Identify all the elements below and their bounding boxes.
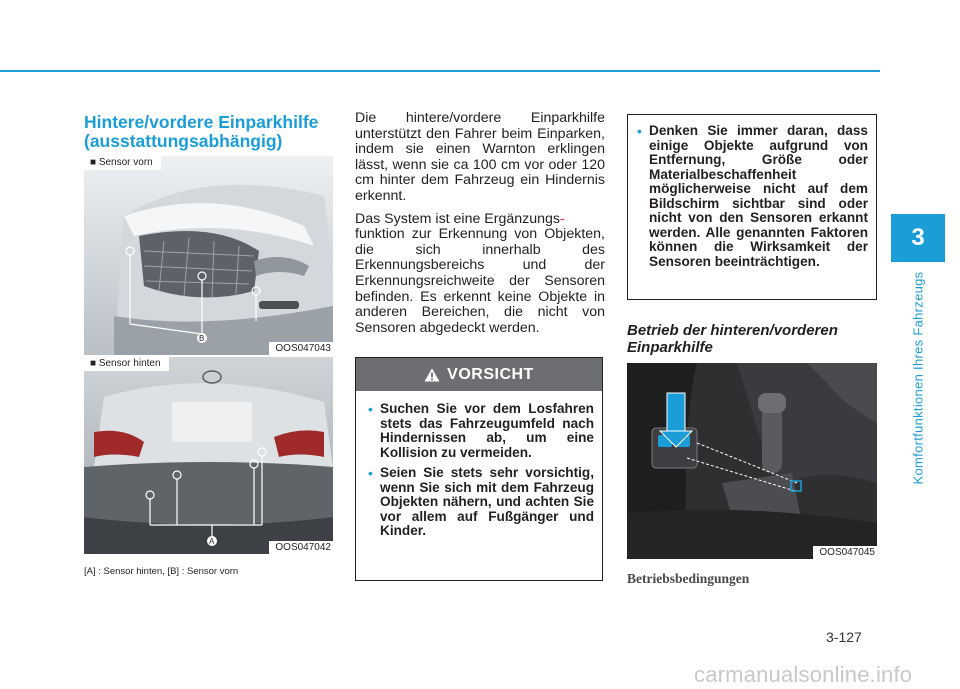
caution-list	[356, 391, 602, 539]
caution-item	[368, 466, 594, 539]
figure-rear-sensor	[84, 357, 333, 554]
figure-front-code: OOS047043	[269, 342, 333, 355]
car-rear-illustration	[84, 357, 333, 554]
page-number: 3-127	[826, 629, 862, 645]
operation-heading	[627, 322, 879, 356]
marker-b: B	[199, 334, 205, 343]
caution-title: VORSICHT	[447, 365, 534, 383]
warning-icon	[424, 368, 440, 382]
operation-heading-line1: Betrieb der hinteren/vorderen	[627, 322, 838, 339]
caution-header	[356, 358, 602, 391]
paragraph-2-part-b: funktion zur Erkennung von Objekten, die sich innerhalb des Erkennungsbereichs und der Erkennungsreichweite der Sensoren befinden. Es erkennt keine Objekte in anderen Bereichen, die nicht von Sensoren abgedeckt werden.	[355, 226, 605, 336]
section-title	[84, 113, 334, 151]
car-front-illustration	[84, 156, 333, 355]
paragraph-2-part-a: Das System ist eine Ergänzungs	[355, 210, 561, 227]
caution-item-text: Seien Sie stets sehr vorsichtig, wenn Sie sich mit dem Fahrzeug Objekten nähern, und achten Sie vor allem auf Fußgänger und Kinder.	[380, 465, 594, 538]
caution-item-text: Suchen Sie vor dem Losfahren stets das Fahrzeugumfeld nach Hindernissen ab, um eine Kollision zu vermeiden.	[380, 401, 594, 460]
note-item-text: Denken Sie immer daran, dass einige Objekte aufgrund von Entfernung, Größe oder Materialbeschaffenheit möglicherweise nicht auf dem Bildschirm sichtbar sind oder nicht von den Sensoren erkannt werden. Alle genannten Faktoren können die Wirksamkeit der Sensoren beeinträchtigen.	[649, 123, 868, 269]
header-rule	[0, 70, 880, 72]
figure-console	[627, 363, 877, 559]
section-title-line1: Hintere/vordere Einparkhilfe	[84, 112, 319, 132]
note-list	[628, 115, 876, 269]
console-illustration	[627, 363, 877, 559]
caution-box	[355, 357, 603, 581]
body-text	[355, 111, 605, 343]
marker-a: A	[209, 537, 215, 546]
chapter-title: Komfortfunktionen Ihres Fahrzeugs	[910, 271, 926, 485]
figure-front-label: ■ Sensor vorn	[84, 156, 161, 170]
bullet-icon: •	[368, 401, 373, 417]
paragraph-2-hyphen: -	[560, 210, 565, 227]
paragraph-2	[355, 212, 605, 337]
watermark: carmanualsonline.info	[694, 662, 913, 687]
figure-console-code: OOS047045	[813, 546, 877, 559]
figure-caption: [A] : Sensor hinten, [B] : Sensor vorn	[84, 566, 239, 577]
figure-rear-label: ■ Sensor hinten	[84, 357, 169, 371]
note-item	[637, 124, 868, 269]
paragraph-1: Die hintere/vordere Einparkhilfe unterstützt den Fahrer beim Einparken, indem sie einen Warnton erklingen lässt, wenn sie ca 100 cm vor oder 120 cm hinter dem Fahrzeug ein Hindernis erkennt.	[355, 110, 605, 204]
operating-conditions-caption: Betriebsbedingungen	[627, 571, 750, 586]
chapter-number-tab: 3	[891, 214, 945, 262]
note-box	[627, 114, 877, 300]
figure-rear-code: OOS047042	[269, 541, 333, 554]
section-title-line2: (ausstattungsabhängig)	[84, 131, 283, 151]
operation-heading-line2: Einparkhilfe	[627, 339, 713, 356]
bullet-icon: •	[637, 123, 642, 139]
figure-front-sensor	[84, 156, 333, 355]
bullet-icon: •	[368, 465, 373, 481]
caution-item	[368, 402, 594, 460]
